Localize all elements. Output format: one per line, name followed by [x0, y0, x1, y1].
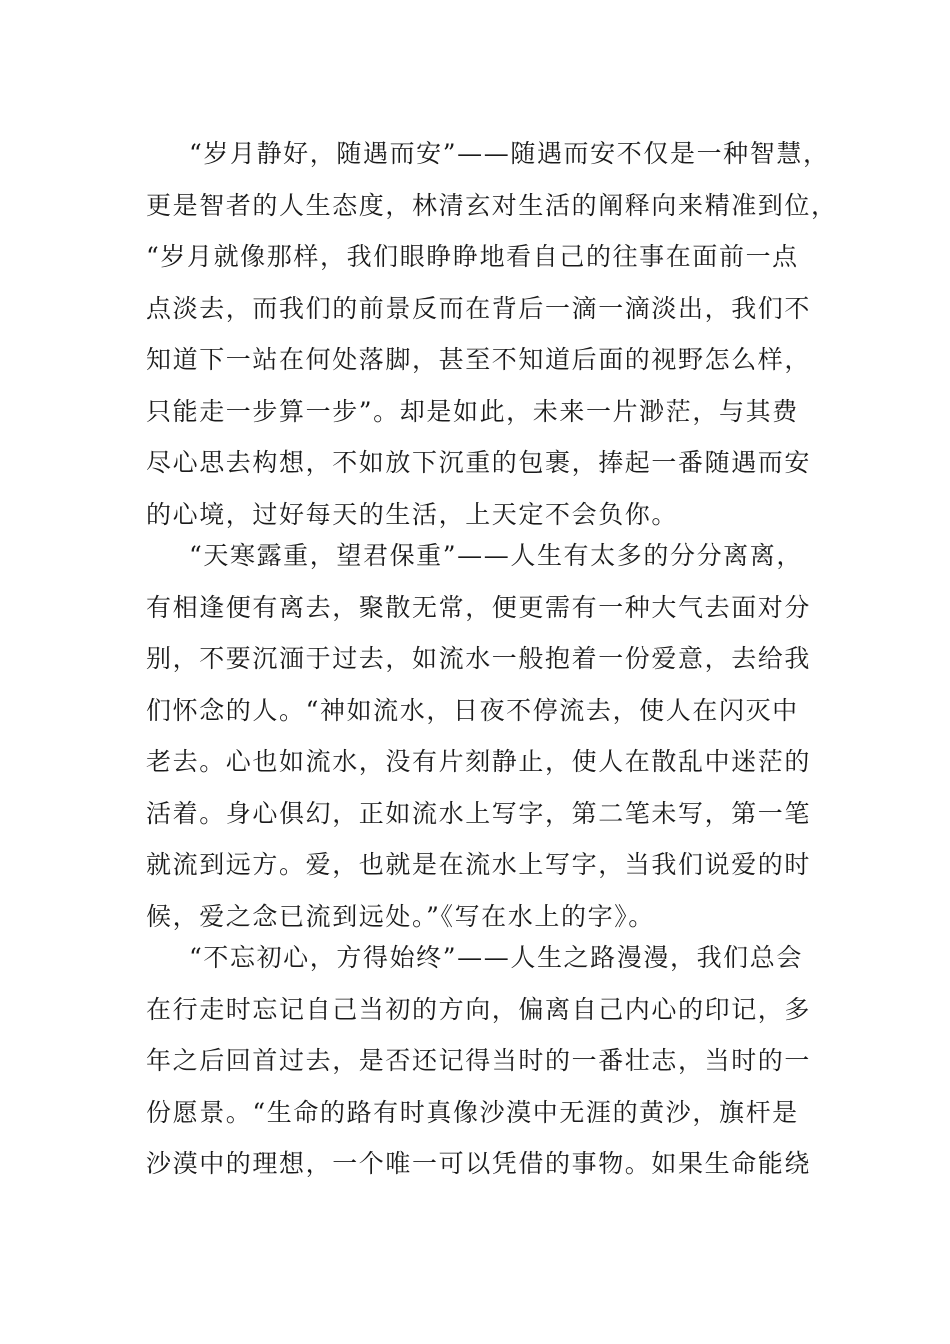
text-line: 活着。身心俱幻，正如流水上写字，第二笔未写，第一笔	[146, 798, 812, 828]
text-line: “天寒露重，望君保重”——人生有太多的分分离离，	[189, 541, 803, 570]
text-line: 更是智者的人生态度，林清玄对生活的阐释向来精准到位，	[146, 190, 838, 220]
text-line: 尽心思去构想，不如放下沉重的包裹，捧起一番随遇而安	[146, 448, 812, 477]
text-line: “岁月静好，随遇而安”——随遇而安不仅是一种智慧，	[189, 139, 830, 168]
text-line: 在行走时忘记自己当初的方向，偏离自己内心的印记，多	[146, 994, 812, 1024]
paragraph-1	[146, 128, 838, 540]
text-line: 有相逢便有离去，聚散无常，便更需有一种大气去面对分	[146, 592, 812, 622]
text-line: 们怀念的人。“神如流水，日夜不停流去，使人在闪灭中	[146, 695, 799, 725]
text-line: “岁月就像那样，我们眼睁睁地看自己的往事在面前一点	[146, 242, 799, 271]
text-line: 只能走一步算一步”。却是如此，未来一片渺茫，与其费	[146, 396, 799, 426]
text-line: 份愿景。“生命的路有时真像沙漠中无涯的黄沙，旗杆是	[146, 1097, 799, 1127]
text-line: 候，爱之念已流到远处。”《写在水上的字》。	[146, 901, 655, 931]
text-line: 点淡去，而我们的前景反而在背后一滴一滴淡出，我们不	[146, 293, 812, 323]
text-line: 沙漠中的理想，一个唯一可以凭借的事物。如果生命能绕	[146, 1149, 812, 1178]
text-line: 年之后回首过去，是否还记得当时的一番壮志，当时的一	[146, 1046, 812, 1075]
text-line: 知道下一站在何处落脚，甚至不知道后面的视野怎么样，	[146, 345, 812, 374]
text-line: 就流到远方。爱，也就是在流水上写字，当我们说爱的时	[146, 850, 812, 879]
text-line: 的心境，过好每天的生活，上天定不会负你。	[146, 499, 679, 529]
text-line: 老去。心也如流水，没有片刻静止，使人在散乱中迷茫的	[146, 747, 812, 776]
paragraph-2	[146, 530, 812, 942]
text-line: “不忘初心，方得始终”——人生之路漫漫，我们总会	[189, 943, 803, 972]
paragraph-3	[146, 932, 812, 1190]
text-line: 别，不要沉湎于过去，如流水一般抱着一份爱意，去给我	[146, 644, 812, 673]
